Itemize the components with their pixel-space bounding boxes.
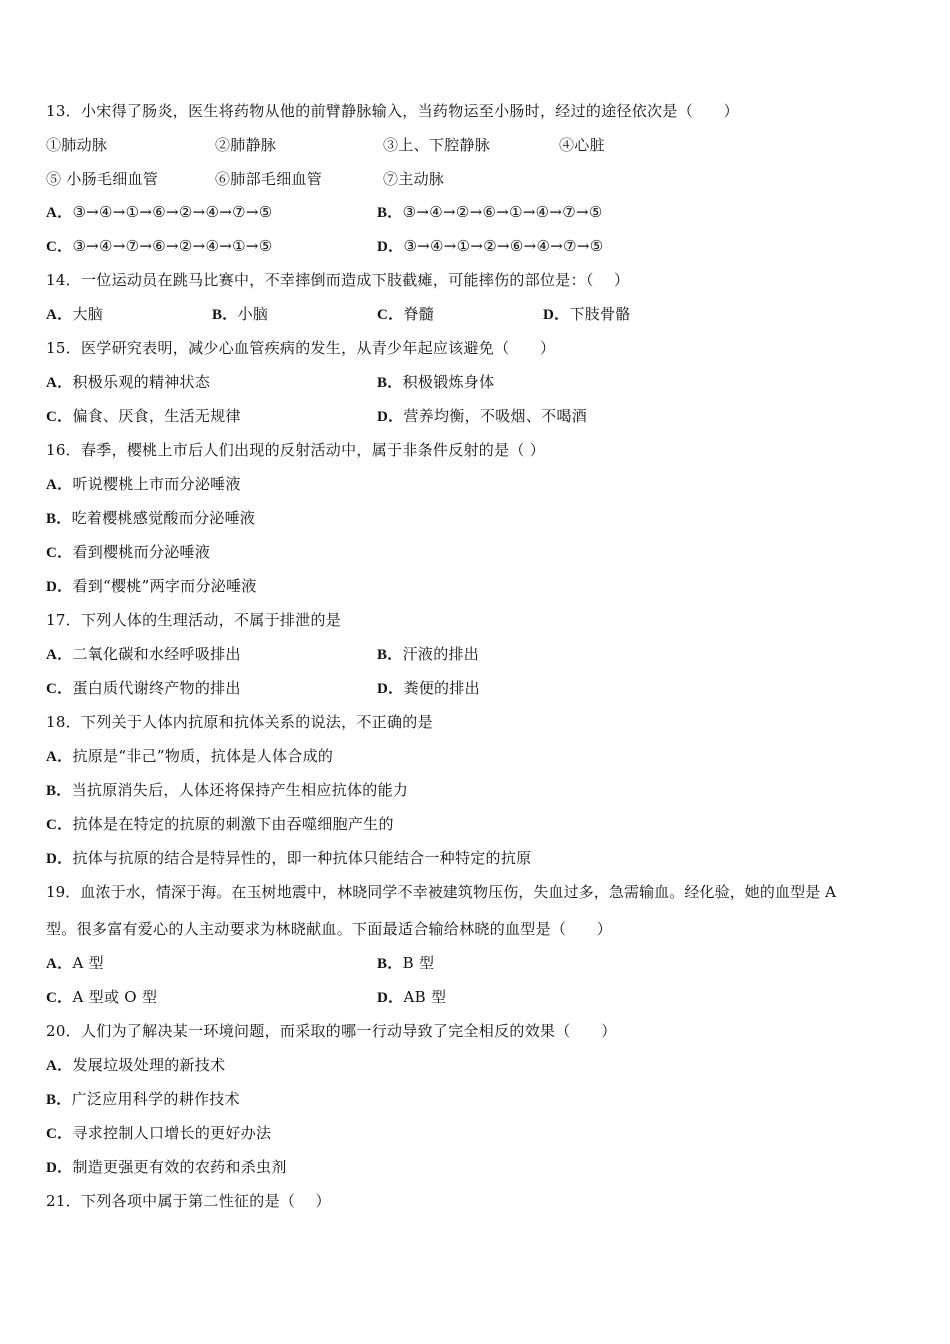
question-15-stem: 15．医学研究表明，减少心血管疾病的发生，从青少年起应该避免（ ） bbox=[46, 339, 556, 357]
question-16-stem: 16．春季，樱桃上市后人们出现的反射活动中，属于非条件反射的是（ ） bbox=[46, 441, 546, 459]
option-text: 抗体是在特定的抗原的刺激下由吞噬细胞产生的 bbox=[72, 815, 394, 833]
q16-option-b[interactable] bbox=[46, 508, 255, 529]
option-label: C． bbox=[46, 409, 73, 425]
q19-option-d[interactable] bbox=[377, 987, 446, 1008]
option-label: C． bbox=[46, 817, 73, 833]
q14-option-a[interactable] bbox=[46, 304, 103, 325]
question-14-stem: 14．一位运动员在跳马比赛中，不幸摔倒而造成下肢截瘫，可能摔伤的部位是：（ ） bbox=[46, 271, 630, 289]
question-21-stem: 21．下列各项中属于第二性征的是（ ） bbox=[46, 1192, 331, 1210]
option-label: A． bbox=[46, 477, 73, 493]
option-text: 大脑 bbox=[72, 305, 104, 323]
q13-item-4: ④心脏 bbox=[559, 136, 605, 154]
option-text: A 型 bbox=[72, 954, 104, 972]
q20-option-c[interactable] bbox=[46, 1123, 271, 1144]
option-label: A． bbox=[46, 205, 73, 221]
question-19-stem-continued: 型。很多富有爱心的人主动要求为林晓献血。下面最适合输给林晓的血型是（ ） bbox=[46, 920, 613, 938]
option-label: A． bbox=[46, 375, 73, 391]
q13-item-2: ②肺静脉 bbox=[215, 136, 277, 154]
q14-option-c[interactable] bbox=[377, 304, 434, 325]
question-13-stem: 13．小宋得了肠炎，医生将药物从他的前臂静脉输入，当药物运至小肠时，经过的途径依次是（ ） bbox=[46, 102, 739, 120]
option-label: C． bbox=[46, 990, 73, 1006]
q18-option-d[interactable] bbox=[46, 848, 531, 869]
question-17-stem: 17．下列人体的生理活动，不属于排泄的是 bbox=[46, 611, 342, 629]
option-text: ③→④→①→⑥→②→④→⑦→⑤ bbox=[72, 203, 273, 221]
option-label: C． bbox=[46, 239, 73, 255]
q18-option-b[interactable] bbox=[46, 780, 408, 801]
option-text: 偏食、厌食，生活无规律 bbox=[72, 407, 241, 425]
option-label: C． bbox=[46, 545, 73, 561]
q15-option-d[interactable] bbox=[377, 406, 587, 427]
option-text: ③→④→①→②→⑥→④→⑦→⑤ bbox=[403, 237, 604, 255]
option-text: 二氧化碳和水经呼吸排出 bbox=[72, 645, 241, 663]
option-label: B． bbox=[46, 511, 72, 527]
q13-option-a[interactable] bbox=[46, 202, 273, 223]
option-label: B． bbox=[377, 956, 403, 972]
option-label: D． bbox=[377, 239, 404, 255]
option-text: 听说樱桃上市而分泌唾液 bbox=[72, 475, 241, 493]
option-text: 看到樱桃而分泌唾液 bbox=[72, 543, 211, 561]
option-label: D． bbox=[46, 579, 73, 595]
option-text: 脊髓 bbox=[403, 305, 435, 323]
option-text: 积极乐观的精神状态 bbox=[72, 373, 211, 391]
option-label: D． bbox=[377, 990, 404, 1006]
option-label: A． bbox=[46, 956, 73, 972]
option-text: 寻求控制人口增长的更好办法 bbox=[72, 1124, 272, 1142]
q16-option-d[interactable] bbox=[46, 576, 257, 597]
q19-option-a[interactable] bbox=[46, 953, 104, 974]
option-label: B． bbox=[377, 375, 403, 391]
option-text: 广泛应用科学的耕作技术 bbox=[71, 1090, 240, 1108]
option-label: B． bbox=[377, 205, 403, 221]
q19-option-b[interactable] bbox=[377, 953, 434, 974]
question-18-stem: 18．下列关于人体内抗原和抗体关系的说法，不正确的是 bbox=[46, 713, 433, 731]
option-label: A． bbox=[46, 307, 73, 323]
option-text: ③→④→②→⑥→①→④→⑦→⑤ bbox=[402, 203, 603, 221]
option-label: A． bbox=[46, 749, 73, 765]
option-text: 吃着樱桃感觉酸而分泌唾液 bbox=[71, 509, 256, 527]
q16-option-a[interactable] bbox=[46, 474, 241, 495]
q20-option-d[interactable] bbox=[46, 1157, 287, 1178]
q15-option-a[interactable] bbox=[46, 372, 210, 393]
option-label: D． bbox=[46, 851, 73, 867]
option-text: 看到“樱桃”两字而分泌唾液 bbox=[72, 577, 257, 595]
option-label: C． bbox=[46, 1126, 73, 1142]
q18-option-c[interactable] bbox=[46, 814, 394, 835]
q14-option-d[interactable] bbox=[543, 304, 631, 325]
option-label: B． bbox=[377, 647, 403, 663]
option-text: 当抗原消失后，人体还将保持产生相应抗体的能力 bbox=[71, 781, 409, 799]
option-text: 汗液的排出 bbox=[402, 645, 480, 663]
option-label: A． bbox=[46, 647, 73, 663]
q13-option-c[interactable] bbox=[46, 236, 273, 257]
option-label: D． bbox=[543, 307, 570, 323]
q17-option-c[interactable] bbox=[46, 678, 241, 699]
option-text: ③→④→⑦→⑥→②→④→①→⑤ bbox=[72, 237, 273, 255]
q13-item-1: ①肺动脉 bbox=[46, 136, 108, 154]
option-label: B． bbox=[46, 783, 72, 799]
option-text: 抗原是“非己”物质，抗体是人体合成的 bbox=[72, 747, 334, 765]
q13-item-7: ⑦主动脉 bbox=[383, 170, 445, 188]
q18-option-a[interactable] bbox=[46, 746, 333, 767]
q16-option-c[interactable] bbox=[46, 542, 210, 563]
option-text: 积极锻炼身体 bbox=[402, 373, 495, 391]
option-label: D． bbox=[377, 681, 404, 697]
option-text: AB 型 bbox=[403, 988, 447, 1006]
q13-item-5: ⑤ 小肠毛细血管 bbox=[46, 170, 159, 188]
option-text: A 型或 O 型 bbox=[72, 988, 158, 1006]
option-label: D． bbox=[377, 409, 404, 425]
q20-option-b[interactable] bbox=[46, 1089, 240, 1110]
option-label: D． bbox=[46, 1160, 73, 1176]
option-label: B． bbox=[46, 1092, 72, 1108]
option-text: 下肢骨骼 bbox=[569, 305, 631, 323]
q13-option-d[interactable] bbox=[377, 236, 604, 257]
option-text: 发展垃圾处理的新技术 bbox=[72, 1056, 226, 1074]
q14-option-b[interactable] bbox=[212, 304, 268, 325]
option-text: 制造更强更有效的农药和杀虫剂 bbox=[72, 1158, 287, 1176]
option-label: B． bbox=[212, 307, 238, 323]
option-text: 粪便的排出 bbox=[403, 679, 480, 697]
q13-item-3: ③上、下腔静脉 bbox=[383, 136, 491, 154]
option-text: 蛋白质代谢终产物的排出 bbox=[72, 679, 241, 697]
q20-option-a[interactable] bbox=[46, 1055, 225, 1076]
q17-option-d[interactable] bbox=[377, 678, 480, 699]
question-19-stem: 19．血浓于水，情深于海。在玉树地震中，林晓同学不幸被建筑物压伤，失血过多，急需输血。经化验，她的血型是 A bbox=[46, 883, 837, 901]
q13-option-b[interactable] bbox=[377, 202, 603, 223]
option-text: 抗体与抗原的结合是特异性的，即一种抗体只能结合一种特定的抗原 bbox=[72, 849, 532, 867]
option-text: 营养均衡，不吸烟、不喝酒 bbox=[403, 407, 588, 425]
option-label: C． bbox=[377, 307, 404, 323]
option-text: 小脑 bbox=[237, 305, 269, 323]
q19-option-c[interactable] bbox=[46, 987, 157, 1008]
question-20-stem: 20．人们为了解决某一环境问题，而采取的哪一行动导致了完全相反的效果（ ） bbox=[46, 1022, 617, 1040]
option-label: C． bbox=[46, 681, 73, 697]
q17-option-a[interactable] bbox=[46, 644, 241, 665]
q13-item-6: ⑥肺部毛细血管 bbox=[215, 170, 323, 188]
q17-option-b[interactable] bbox=[377, 644, 479, 665]
q15-option-c[interactable] bbox=[46, 406, 241, 427]
q15-option-b[interactable] bbox=[377, 372, 494, 393]
option-label: A． bbox=[46, 1058, 73, 1074]
option-text: B 型 bbox=[402, 954, 435, 972]
